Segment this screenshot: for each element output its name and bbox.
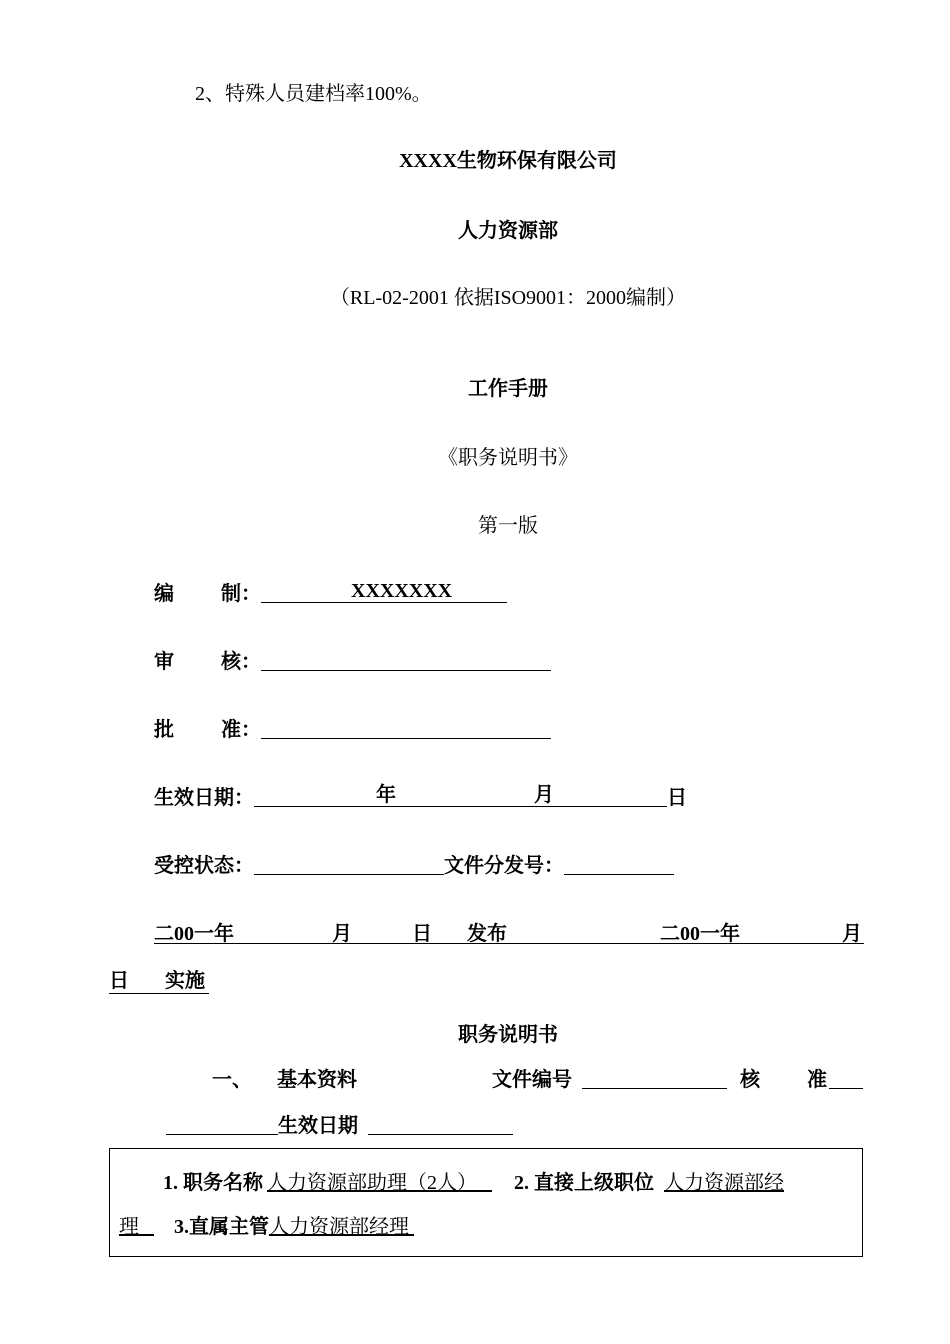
month-label: 月 xyxy=(534,784,554,806)
department-name: 人力资源部 xyxy=(458,220,558,242)
review-label-b: 核： xyxy=(221,651,261,673)
basic-effective-label: 生效日期 xyxy=(278,1115,358,1137)
job-name-label: 1. 职务名称 xyxy=(163,1172,263,1194)
effective-date-row xyxy=(154,784,687,812)
effective-date-field[interactable] xyxy=(254,784,667,807)
control-status-field[interactable] xyxy=(254,854,444,875)
impl-word: 实施 xyxy=(165,970,205,992)
basic-approve-label-a: 核 xyxy=(740,1069,760,1091)
job-info-box xyxy=(109,1148,863,1257)
control-status-label: 受控状态： xyxy=(154,855,254,877)
approve-row xyxy=(154,716,551,744)
section-number: 一、 xyxy=(212,1069,252,1091)
supervisor-label: 3.直属主管 xyxy=(174,1216,269,1238)
compile-value: XXXXXXX xyxy=(351,580,453,602)
edition: 第一版 xyxy=(478,515,538,537)
review-field[interactable] xyxy=(261,650,551,671)
manual-title: 工作手册 xyxy=(468,378,548,400)
basic-effective-row xyxy=(0,1112,950,1140)
file-number-field[interactable] xyxy=(582,1068,727,1089)
basic-approve-label-b: 准 xyxy=(807,1069,827,1091)
basic-approve-field[interactable] xyxy=(829,1068,863,1089)
impl-month: 月 xyxy=(842,923,862,945)
file-number-label: 文件编号 xyxy=(492,1069,572,1091)
job-box-line-2 xyxy=(119,1213,414,1241)
review-label-a: 审 xyxy=(154,651,174,673)
basic-approve-field-cont[interactable] xyxy=(166,1114,278,1135)
publish-month: 月 xyxy=(332,923,352,945)
compile-label-b: 制： xyxy=(221,583,261,605)
impl-year: 二00一年 xyxy=(660,923,740,945)
job-box-line-1 xyxy=(163,1169,784,1197)
company-name: XXXX生物环保有限公司 xyxy=(399,150,617,172)
approve-label-a: 批 xyxy=(154,719,174,741)
basic-info-row xyxy=(0,1066,950,1094)
year-label: 年 xyxy=(376,784,396,806)
manual-subtitle: 《职务说明书》 xyxy=(438,447,578,469)
superior-value-1: 人力资源部经 xyxy=(664,1172,784,1194)
approve-field[interactable] xyxy=(261,718,551,739)
intro-item: 2、特殊人员建档率100%。 xyxy=(195,83,432,105)
document-code: （RL-02-2001 依据ISO9001：2000编制） xyxy=(329,287,687,309)
basic-effective-field[interactable] xyxy=(368,1114,513,1135)
job-name-value: 人力资源部助理（2人） xyxy=(267,1172,477,1194)
distribution-number-label: 文件分发号： xyxy=(444,855,564,877)
section-title: 基本资料 xyxy=(277,1069,357,1091)
impl-day: 日 xyxy=(109,970,129,992)
distribution-number-field[interactable] xyxy=(564,854,674,875)
compile-field[interactable] xyxy=(261,580,507,603)
review-row xyxy=(154,648,551,676)
supervisor-value: 人力资源部经理 xyxy=(269,1216,409,1238)
day-label: 日 xyxy=(667,787,687,809)
effective-date-label: 生效日期： xyxy=(154,787,254,809)
superior-value-2: 理 xyxy=(119,1216,139,1238)
superior-label: 2. 直接上级职位 xyxy=(514,1172,654,1194)
approve-label-b: 准： xyxy=(221,719,261,741)
compile-label-a: 编 xyxy=(154,583,174,605)
control-status-row xyxy=(154,852,674,880)
release-line-2 xyxy=(109,967,209,994)
publish-word: 发布 xyxy=(467,923,507,945)
publish-day: 日 xyxy=(412,923,432,945)
publish-year: 二00一年 xyxy=(154,923,234,945)
compile-row xyxy=(154,580,507,608)
job-description-title: 职务说明书 xyxy=(458,1024,558,1046)
